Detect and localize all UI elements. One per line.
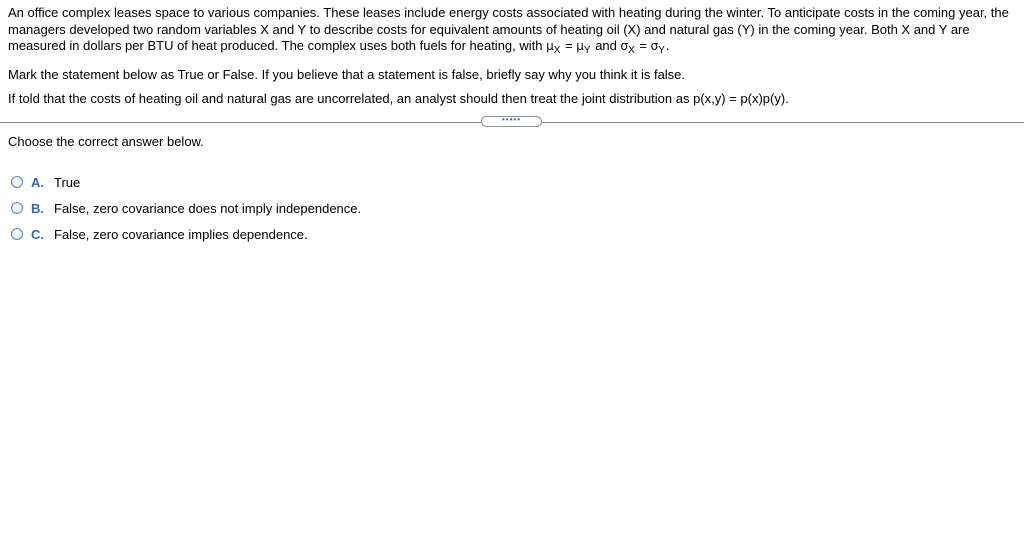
mu-subscript-y: Y [583,45,591,56]
radio-button-b[interactable] [11,202,23,214]
equals-sign-2: = [635,38,651,53]
answer-prompt: Choose the correct answer below. [8,134,204,149]
option-b[interactable] [11,200,361,216]
intro-text: An office complex leases space to various companies. These leases include energy costs associated with heating during the winter. To anticipate costs in the coming year, the managers developed two random variables X and Y to describe costs for equivalent amounts of heating oil (X) and natural gas (Y) in the coming year. Both X and Y are measured in dollars per BTU of heat produced. The complex uses both fuels for heating, with [8,5,1009,53]
option-letter-b: B. [31,200,44,216]
question-intro [8,5,1016,57]
option-letter-c: C. [31,226,44,242]
option-letter-a: A. [31,174,44,190]
sigma-symbol-2: σ [650,39,659,53]
sigma-subscript-x: X [628,45,635,56]
and-text: and [591,38,621,53]
mu-symbol: μ [546,39,554,53]
mu-symbol-2: μ [576,39,584,53]
question-text [8,5,1016,108]
option-a[interactable] [11,174,361,190]
sigma-symbol: σ [620,39,629,53]
option-c[interactable] [11,226,361,242]
option-text-a: True [54,174,81,190]
question-statement: If told that the costs of heating oil and natural gas are uncorrelated, an analyst should then treat the joint distribution as p(x,y) = p(x)p(y). [8,91,789,106]
answer-options [11,174,361,252]
sigma-subscript-y: Y [658,45,665,56]
question-instruction: Mark the statement below as True or False. If you believe that a statement is false, briefly say why you think it is false. [8,66,686,82]
radio-button-a[interactable] [11,176,23,188]
expand-more-button[interactable]: ••••• [481,116,542,127]
mu-subscript-x: X [553,45,561,56]
radio-button-c[interactable] [11,228,23,240]
option-text-b: False, zero covariance does not imply independence. [54,200,362,216]
end-period: . [665,38,670,53]
equals-sign-1: = [561,38,577,53]
option-text-c: False, zero covariance implies dependence. [54,226,308,242]
